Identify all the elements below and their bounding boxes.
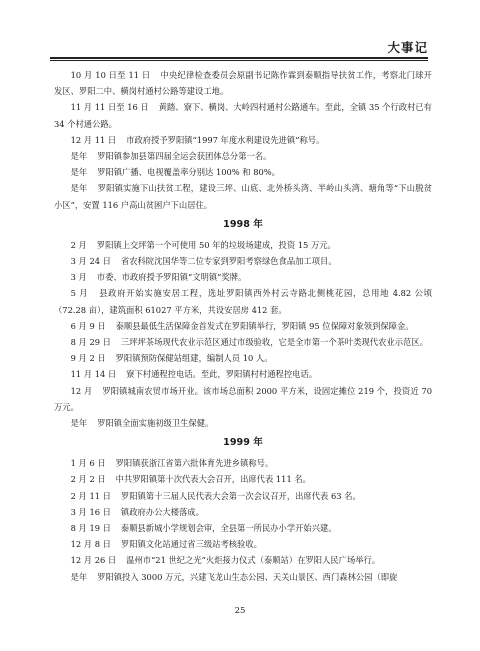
chronicle-entry: 是年 罗阳镇实施下山扶贫工程，建设三坪、山底、北外桥头湾、半岭山头湾、塘角等“下山脱贫小区”，安置 116 户高山贫困户下山居住。	[54, 183, 432, 210]
chronicle-entry: 8 月 19 日 泰顺县新城小学规划会审，全县第一所民办小学开始兴建。	[70, 523, 337, 534]
chronicle-entry: 3 月 市委、市政府授予罗阳镇“文明镇”奖牌。	[70, 272, 247, 283]
page-number: 25	[234, 606, 246, 616]
chronicle-entry: 6 月 9 日 泰顺县最低生活保障金首发式在罗阳镇举行，罗阳镇 95 位保障对象领到保障金。	[70, 320, 414, 331]
chronicle-entry: 是年 罗阳镇投入 3000 万元，兴建飞龙山生态公园、天关山景区、西门森林公园（即旋	[70, 571, 398, 582]
chronicle-body	[54, 67, 432, 585]
header-rule	[50, 57, 428, 59]
chronicle-entry: 12 月 罗阳镇城南农贸市场开业。该市场总面积 2000 平方米，设固定摊位 219 个，投资近 70 万元。	[54, 385, 432, 412]
chronicle-entry: 是年 罗阳镇全面实施初级卫生保健。	[70, 418, 214, 429]
chronicle-entry: 11 月 11 日至 16 日 黄踏、寮下、横岗、大岭四村通村公路通车。至此，全镇 35 个行政村已有 34 个村通公路。	[54, 102, 432, 129]
chronicle-entry: 3 月 24 日 省农科院沈国华等二位专家到罗阳考察绿色食品加工项目。	[70, 256, 337, 267]
chronicle-entry: 10 月 10 日至 11 日 中央纪律检查委员会原副书记陈作霖到泰顺指导扶贫工作，考察北门球开发区、罗阳二中、横岗村通村公路等建设工地。	[54, 70, 432, 97]
chronicle-entry: 2 月 11 日 罗阳镇第十三届人民代表大会第一次会议召开，出席代表 63 名。	[70, 490, 361, 501]
chronicle-entry: 9 月 2 日 罗阳镇预防保健站组建，编制人员 10 人。	[70, 353, 273, 364]
header-rule-thin	[50, 60, 428, 61]
chronicle-entry: 2 月 罗阳镇上交坪第一个可使用 50 年的垃圾场建成，投资 15 万元。	[70, 239, 336, 250]
chronicle-entry: 12 月 8 日 罗阳镇文化站通过省三级站考核验收。	[70, 539, 262, 550]
chronicle-entry: 8 月 29 日 三坪坪茶场现代农业示范区通过市级验收，它是全市第一个茶叶类现代农业示范区。	[70, 337, 428, 348]
header-title: 大事记	[387, 40, 428, 55]
chronicle-entry: 是年 罗阳镇广播、电视覆盖率分别达 100% 和 80%。	[70, 167, 280, 178]
chronicle-entry: 是年 罗阳镇参加县第四届全运会获团体总分第一名。	[70, 151, 272, 162]
chronicle-entry: 2 月 2 日 中共罗阳镇第十次代表大会召开，出席代表 111 名。	[70, 474, 311, 485]
chronicle-entry: 3 月 16 日 镇政府办公大楼落成。	[70, 506, 204, 517]
year-heading: 1999 年	[223, 437, 263, 449]
year-heading: 1998 年	[223, 218, 263, 230]
chronicle-entry: 12 月 11 日 市政府授予罗阳镇“1997 年度水利建设先进镇”称号。	[70, 134, 325, 145]
chronicle-entry: 11 月 14 日 寮下村通程控电话。至此，罗阳镇村村通程控电话。	[70, 369, 318, 380]
chronicle-entry: 5 月 县政府开始实施安居工程，选址罗阳镇西外村云寺路北侧桃花园，总用地 4.82 公顷（72.28 亩），建筑面积 61027 平方米，共设安居房 412 套。	[54, 288, 432, 315]
chronicle-entry: 12 月 26 日 温州市“21 世纪之光”火炬接力仪式（泰顺站）在罗阳人民广场举行。	[70, 555, 381, 566]
chronicle-entry: 1 月 6 日 罗阳镇获浙江省第六批体育先进乡镇称号。	[70, 458, 274, 469]
